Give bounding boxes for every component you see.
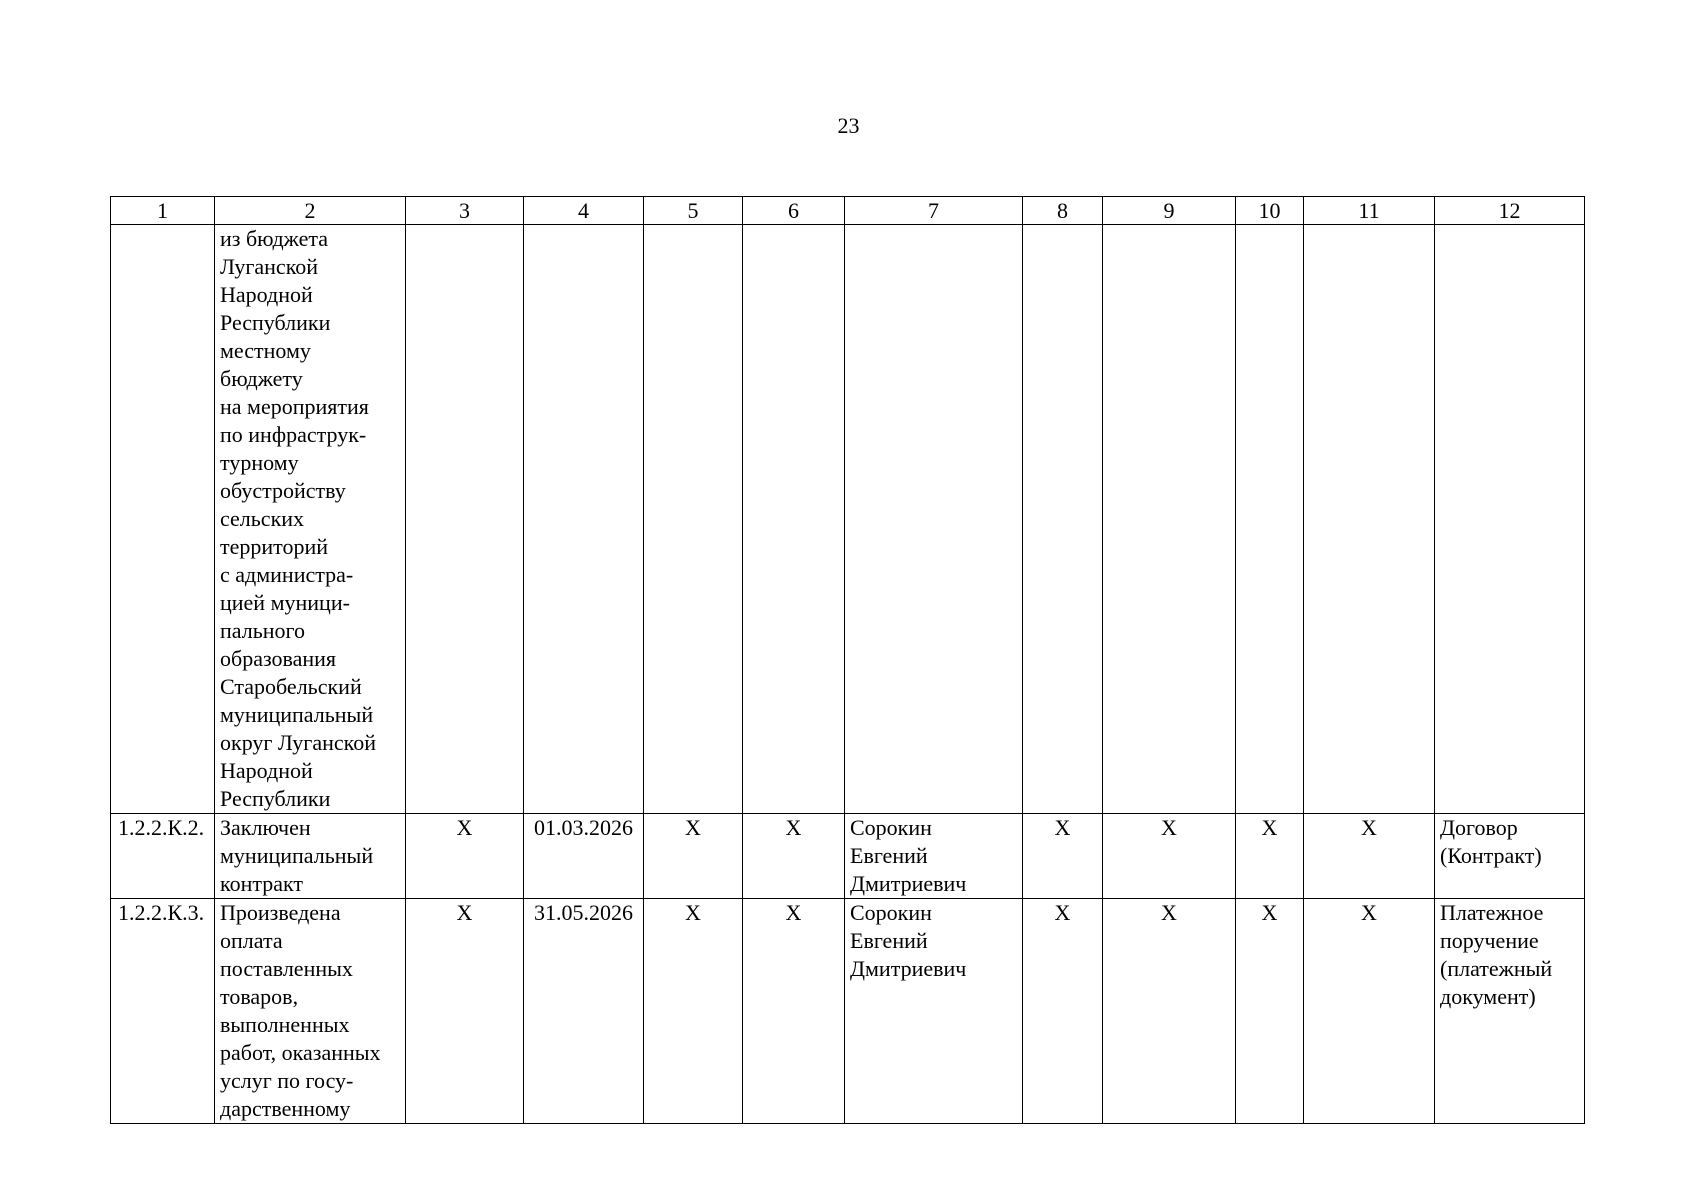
cell-responsible	[845, 225, 1023, 814]
cell-col11	[1304, 225, 1435, 814]
column-header: 11	[1304, 197, 1435, 225]
page-number: 23	[837, 113, 860, 138]
column-header: 12	[1435, 197, 1585, 225]
column-header: 1	[111, 197, 215, 225]
column-header: 4	[524, 197, 644, 225]
cell-col6: Х	[743, 814, 845, 899]
cell-col3: Х	[406, 899, 524, 1124]
cell-col11: Х	[1304, 814, 1435, 899]
cell-col11: Х	[1304, 899, 1435, 1124]
column-header: 7	[845, 197, 1023, 225]
column-header: 10	[1236, 197, 1304, 225]
row-number: 1.2.2.К.3.	[111, 899, 215, 1124]
cell-col8	[1023, 225, 1103, 814]
cell-col6	[743, 225, 845, 814]
table-row	[111, 814, 1585, 899]
row-number: 1.2.2.К.2.	[111, 814, 215, 899]
cell-col6: Х	[743, 899, 845, 1124]
row-description: Произведена оплата поставленных товаров, выполненных работ, оказанных услуг по госу- дарственному	[215, 899, 406, 1124]
column-header: 3	[406, 197, 524, 225]
row-description: из бюджета Луганской Народной Республики местному бюджету на мероприятия по инфраструк- турному обустройству сельских территорий с администра- цией муници- пального образования Старобельский муниципальный округ Луганской Народной Республики	[215, 225, 406, 814]
cell-document: Договор (Контракт)	[1435, 814, 1585, 899]
cell-responsible: Сорокин Евгений Дмитриевич	[845, 814, 1023, 899]
column-header: 8	[1023, 197, 1103, 225]
column-header: 5	[644, 197, 743, 225]
row-description: Заключен муниципальный контракт	[215, 814, 406, 899]
cell-col10: Х	[1236, 899, 1304, 1124]
cell-responsible: Сорокин Евгений Дмитриевич	[845, 899, 1023, 1124]
cell-col3: Х	[406, 814, 524, 899]
cell-col8: Х	[1023, 899, 1103, 1124]
cell-col9: Х	[1103, 899, 1236, 1124]
cell-col9	[1103, 225, 1236, 814]
header-row	[111, 197, 1585, 225]
row-number	[111, 225, 215, 814]
table-row	[111, 225, 1585, 814]
column-header: 6	[743, 197, 845, 225]
column-header: 2	[215, 197, 406, 225]
cell-date: 01.03.2026	[524, 814, 644, 899]
cell-col9: Х	[1103, 814, 1236, 899]
cell-col8: Х	[1023, 814, 1103, 899]
cell-col3	[406, 225, 524, 814]
cell-date	[524, 225, 644, 814]
cell-document: Платежное поручение (платежный документ)	[1435, 899, 1585, 1124]
cell-col10	[1236, 225, 1304, 814]
cell-col5	[644, 225, 743, 814]
cell-date: 31.05.2026	[524, 899, 644, 1124]
cell-col5: Х	[644, 814, 743, 899]
column-header: 9	[1103, 197, 1236, 225]
cell-document	[1435, 225, 1585, 814]
cell-col10: Х	[1236, 814, 1304, 899]
plan-table	[110, 196, 1585, 1124]
table-row	[111, 899, 1585, 1124]
cell-col5: Х	[644, 899, 743, 1124]
